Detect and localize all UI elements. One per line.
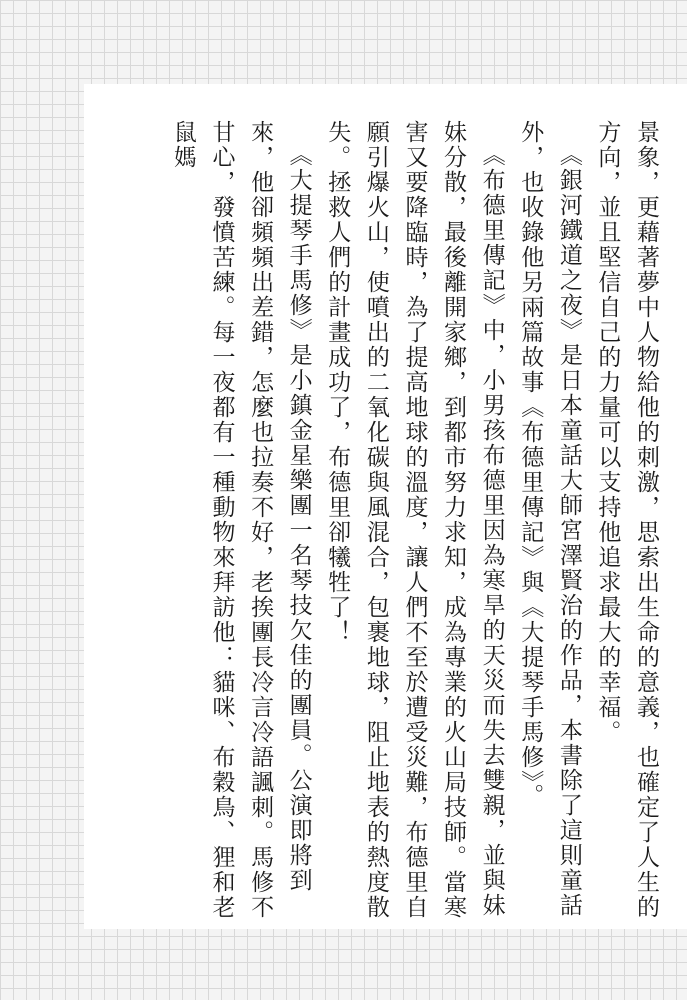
paragraph-1: 景象，更藉著夢中人物給他的刺激，思索出生命的意義，也確定了人生的方向，並且堅信自己的力量可以支持他追求最大的幸福。 — [594, 120, 659, 920]
paragraph-4: 《大提琴手馬修》是小鎮金星樂團一名琴技欠佳的團員。公演即將到來，他卻頻頻出差錯，怎麼也拉奏不好，老挨團長冷言冷語諷刺。馬修不甘心，發憤苦練。每一夜都有一種動物來拜訪他：貓咪、布穀鳥、狸和老鼠媽 — [169, 120, 312, 920]
book-page — [84, 84, 687, 929]
paragraph-3: 《布德里傳記》中，小男孩布德里因為寒旱的天災而失去雙親，並與妹妹分散，最後離開家鄉，到都市努力求知，成為專業的火山局技師。當寒害又要降臨時，為了提高地球的溫度，讓人們不至於遭受災難，布德里自願引爆火山，使噴出的二氧化碳與風混合，包裹地球，阻止地表的熱度散失。拯救人們的計畫成功了，布德里卻犧牲了！ — [324, 120, 505, 920]
vertical-text-body — [163, 120, 665, 920]
paragraph-2: 《銀河鐵道之夜》是日本童話大師宮澤賢治的作品，本書除了這則童話外，也收錄他另兩篇故事《布德里傳記》與《大提琴手馬修》。 — [517, 120, 582, 918]
